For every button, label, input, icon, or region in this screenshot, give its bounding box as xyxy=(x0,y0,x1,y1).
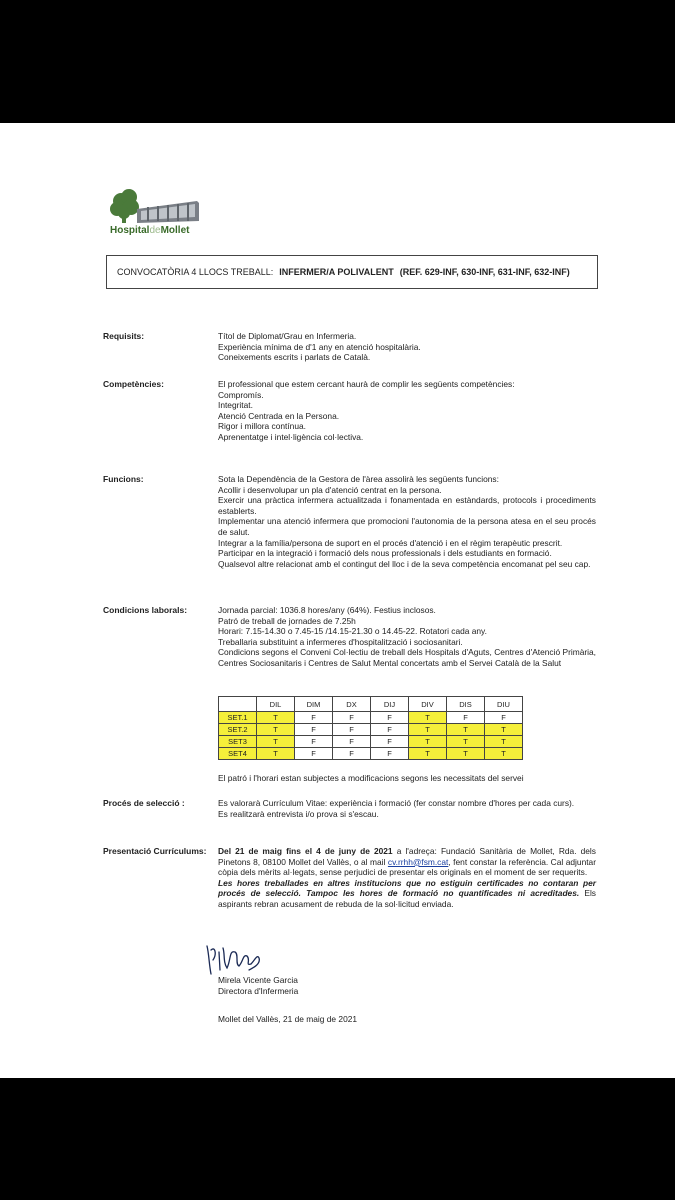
document-page xyxy=(0,123,675,1078)
funcions-label: Funcions: xyxy=(103,474,144,484)
schedule-row xyxy=(219,736,523,748)
schedule-cell: F xyxy=(447,712,485,724)
schedule-cell: T xyxy=(485,724,523,736)
schedule-row-name: SET.1 xyxy=(219,712,257,724)
signatory-role: Directora d'Infermeria xyxy=(218,985,299,996)
requisits-list: Títol de Diplomat/Grau en Infermeria. Experiència mínima de d'1 any en atenció hospitalària. Coneixements escrits i parlats de Català. xyxy=(218,331,421,363)
competencies-list: El professional que estem cercant haurà de complir les següents competències: Compromís. Integritat. Atenció Centrada en la Persona. Rigor i millora contínua. Aprenentatge i intel·ligència col·lectiva. xyxy=(218,379,515,442)
reference-codes: (REF. 629-INF, 630-INF, 631-INF, 632-INF) xyxy=(399,267,570,277)
schedule-header-cell: DX xyxy=(333,697,371,712)
schedule-cell: F xyxy=(485,712,523,724)
competencies-label: Competències: xyxy=(103,379,164,389)
schedule-cell: F xyxy=(333,724,371,736)
shift-schedule-table xyxy=(218,696,523,760)
schedule-cell: F xyxy=(295,736,333,748)
condicions-label: Condicions laborals: xyxy=(103,605,188,615)
email-link[interactable]: cv.rrhh@fsm.cat xyxy=(387,856,449,867)
schedule-cell: T xyxy=(409,712,447,724)
schedule-cell: T xyxy=(485,736,523,748)
presentacio-label: Presentació Currículums: xyxy=(103,846,207,856)
schedule-cell: F xyxy=(371,712,409,724)
schedule-header-cell xyxy=(219,697,257,712)
schedule-cell: T xyxy=(409,748,447,760)
signatory-name: Mirela Vicente Garcia xyxy=(218,975,298,985)
place-date: Mollet del Vallès, 21 de maig de 2021 xyxy=(218,1014,358,1024)
schedule-cell: F xyxy=(333,712,371,724)
schedule-header-cell: DIU xyxy=(485,697,523,712)
schedule-cell: T xyxy=(257,736,295,748)
schedule-cell: T xyxy=(447,724,485,736)
schedule-header-cell: DIS xyxy=(447,697,485,712)
proces-list: Es valorarà Currículum Vitae: experiència i formació (fer constar nombre d'hores per cada curs). Es realitzarà entrevista i/o prova si s'escau. xyxy=(218,798,575,819)
schedule-cell: T xyxy=(447,748,485,760)
schedule-header-cell: DIV xyxy=(409,697,447,712)
schedule-row-name: SET4 xyxy=(219,748,257,760)
schedule-note: El patró i l'horari estan subjectes a modificacions segons les necessitats del servei xyxy=(218,773,524,783)
requisits-label: Requisits: xyxy=(103,331,145,341)
schedule-cell: F xyxy=(295,748,333,760)
schedule-cell: F xyxy=(371,724,409,736)
schedule-cell: F xyxy=(295,712,333,724)
signatory xyxy=(218,975,596,996)
schedule-cell: T xyxy=(447,736,485,748)
schedule-cell: T xyxy=(409,736,447,748)
warning-text: Les hores treballades en altres institucions que no estiguin certificades no contaran per procés de selecció. Tampoc les hores de formació no quantificades ni acreditades. xyxy=(218,877,596,899)
schedule-cell: F xyxy=(371,748,409,760)
schedule-header-cell: DIL xyxy=(257,697,295,712)
schedule-cell: T xyxy=(257,748,295,760)
schedule-cell: F xyxy=(371,736,409,748)
call-header xyxy=(106,255,598,289)
schedule-cell: T xyxy=(257,712,295,724)
schedule-row-name: SET.2 xyxy=(219,724,257,736)
position-title: INFERMER/A POLIVALENT xyxy=(279,267,394,277)
logo-wordmark: HospitaldeMollet xyxy=(110,225,190,236)
application-dates: Del 21 de maig fins el 4 de juny de 2021 xyxy=(218,846,393,856)
schedule-cell: F xyxy=(333,748,371,760)
schedule-cell: F xyxy=(333,736,371,748)
schedule-row xyxy=(219,724,523,736)
schedule-header-cell: DIJ xyxy=(371,697,409,712)
schedule-row xyxy=(219,712,523,724)
schedule-header-row xyxy=(219,697,523,712)
handwritten-signature xyxy=(203,940,273,980)
schedule-cell: F xyxy=(295,724,333,736)
schedule-cell: T xyxy=(409,724,447,736)
presentacio-text: Del 21 de maig fins el 4 de juny de 2021 a l'adreça: Fundació Sanitària de Mollet, Rda. dels Pinetons 8, 08100 Mollet del Vallès, o al mail cv.rrhh@fsm.cat, fent constar la referència. Cal adjuntar còpia dels mèrits al·legats, sense perjudici de presentar els originals en el moment de ser requerits. Les hores treballades en altres institucions que no estiguin certificades no contaran per procés de selecció. Tampoc les hores de formació no quantificades ni acreditades. Els aspirants rebran acusament de rebuda de la sol·licitud enviada. xyxy=(218,846,597,909)
schedule-header-cell: DIM xyxy=(295,697,333,712)
funcions-list: Sota la Dependència de la Gestora de l'àrea assolirà les següents funcions: Acollir i desenvolupar un pla d'atenció centrat en la persona. Exercir una pràctica infermera actualitzada i fonamentada en estàndards, protocols i procediments establerts. Implementar una atenció infermera que promocioni l'autonomia de la persona atesa en el seu procés de salut. Integrar a la família/persona de suport en el procés d'atenció i en el règim terapèutic prescrit. Participar en la integració i formació dels nous professionals i dels estudiants en formació. Qualsevol altre relacionat amb el contingut del lloc i de la seva competència encomanat pel seu cap. xyxy=(218,474,596,569)
schedule-row xyxy=(219,748,523,760)
condicions-list: Jornada parcial: 1036.8 hores/any (64%). Festius inclosos. Patró de treball de jornades de 7.25h Horari: 7.15-14.30 o 7.45-15 /14.15-21.30 o 14.45-22. Rotatori cada any. Treballaria substituint a infermeres d'hospitalització i sociosanitari. Condicions segons el Conveni Col·lectiu de treball dels Hospitals d'Aguts, Centres d'Atenció Primària, Centres Sociosanitaris i Centres de Salut Mental concertats amb el Servei Català de la Salut xyxy=(218,605,596,668)
schedule-cell: T xyxy=(485,748,523,760)
call-title: CONVOCATÒRIA 4 LLOCS TREBALL: xyxy=(117,267,274,277)
schedule-cell: T xyxy=(257,724,295,736)
schedule-row-name: SET3 xyxy=(219,736,257,748)
proces-label: Procés de selecció : xyxy=(103,798,185,808)
